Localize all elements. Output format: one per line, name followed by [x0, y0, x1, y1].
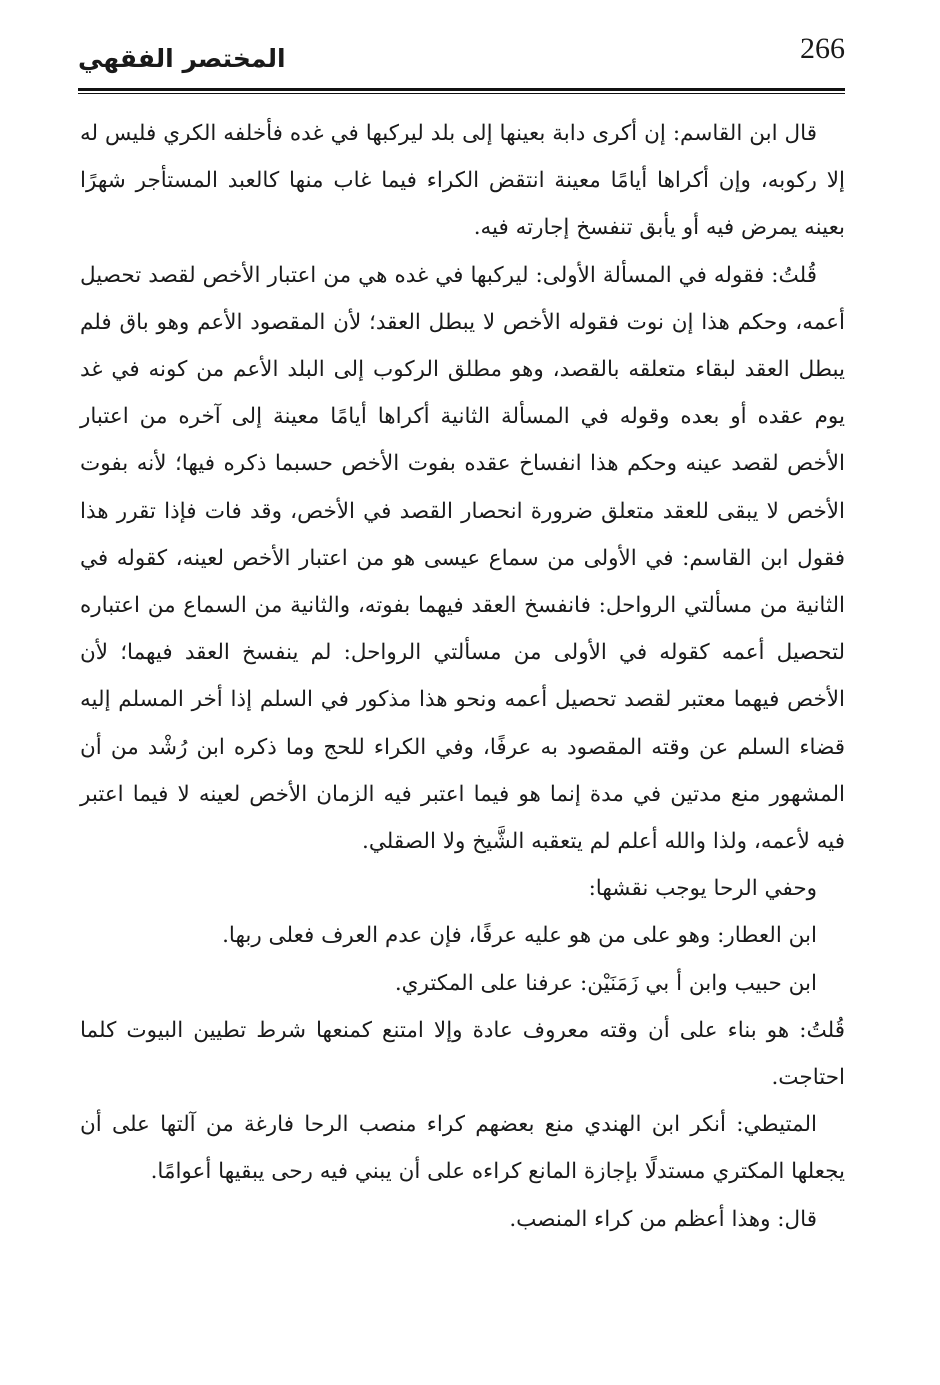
header-rule-thin [78, 93, 845, 94]
paragraph-ibn-alattar: ابن العطار: وهو على من هو عليه عرفًا، فإن عدم العرف فعلى ربها. [222, 923, 817, 949]
paragraph-qala: قال: وهذا أعظم من كراء المنصب. [509, 1206, 817, 1232]
paragraph-ibn-habib: ابن حبيب وابن أ بي زَمَنَيْن: عرفنا على المكتري. [394, 970, 817, 996]
page-number: 266 [800, 32, 845, 65]
page-body [80, 110, 845, 1243]
paragraph-mutiti: المتيطي: أنكر ابن الهندي منع بعضهم كراء منصب الرحا فارغة من آلتها على أن يجعلها المكتري مستدلًا بإجازة المانع كراءه على أن يبني فيه رحى يبقيها أعوامًا. [80, 1112, 845, 1185]
page-header [78, 30, 845, 88]
paragraph-ibn-alqasim: قال ابن القاسم: إن أكرى دابة بعينها إلى بلد ليركبها في غده فأخلفه الكري فليس له إلا ركوبه، وإن أكراها أيامًا معينة انتقض الكراء فيما غاب منها كالعبد المستأجر شهرًا بعينه يمرض فيه أو يأبق تنفسخ إجارته فيه. [80, 121, 845, 241]
paragraph-rahha-heading: وحفي الرحا يوجب نقشها: [588, 876, 817, 902]
header-rule [78, 88, 845, 91]
book-title: المختصر الفقهي [78, 44, 286, 73]
paragraph-qultu-building: قُلتُ: هو بناء على أن وقته معروف عادة وإلا امتنع كمنعها شرط تطيين البيوت كلما احتاجت. [80, 1017, 845, 1091]
paragraph-qultu-commentary: قُلتُ: فقوله في المسألة الأولى: ليركبها في غده هي من اعتبار الأخص لقصد تحصيل أعمه، وحكم هذا إن نوت فقوله الأخص لا يبطل العقد؛ لأن المقصود الأعم وهو باق فلم يبطل العقد لبقاء متعلقه بالقصد، وهو مطلق الركوب إلى البلد الأعم من كونه في غد يوم عقده أو بعده وقوله في المسألة الثانية أكراها أيامًا معينة إلى آخره من اعتبار الأخص لقصد عينه وحكم هذا انفساخ عقده بفوت الأخص حسبما ذكره فيها؛ لأنه بفوت الأخص لا يبقى للعقد متعلق ضرورة انحصار القصد في الأخص، وقد فات فإذا تقرر هذا فقول ابن القاسم: في الأولى من سماع عيسى هو من اعتبار الأخص لعينه، كقوله في الثانية من مسألتي الرواحل: فانفسخ العقد فيهما بفوته، والثانية من السماع من اعتباره لتحصيل أعمه كقوله في الأولى من مسألتي الرواحل: لم ينفسخ العقد فيهما؛ لأن الأخص فيهما معتبر لقصد تحصيل أعمه ونحو هذا مذكور في السلم إذا أخر المسلم إليه قضاء السلم عن وقته المقصود به عرفًا، وفي الكراء للحج وما ذكره ابن رُشْد من أن المشهور منع مدتين في مدة إنما هو فيما اعتبر فيه الزمان الأخص لعينه لا فيما اعتبر فيه لأعمه، ولذا والله أعلم لم يتعقبه الشَّيخ ولا الصقلي. [80, 262, 845, 855]
